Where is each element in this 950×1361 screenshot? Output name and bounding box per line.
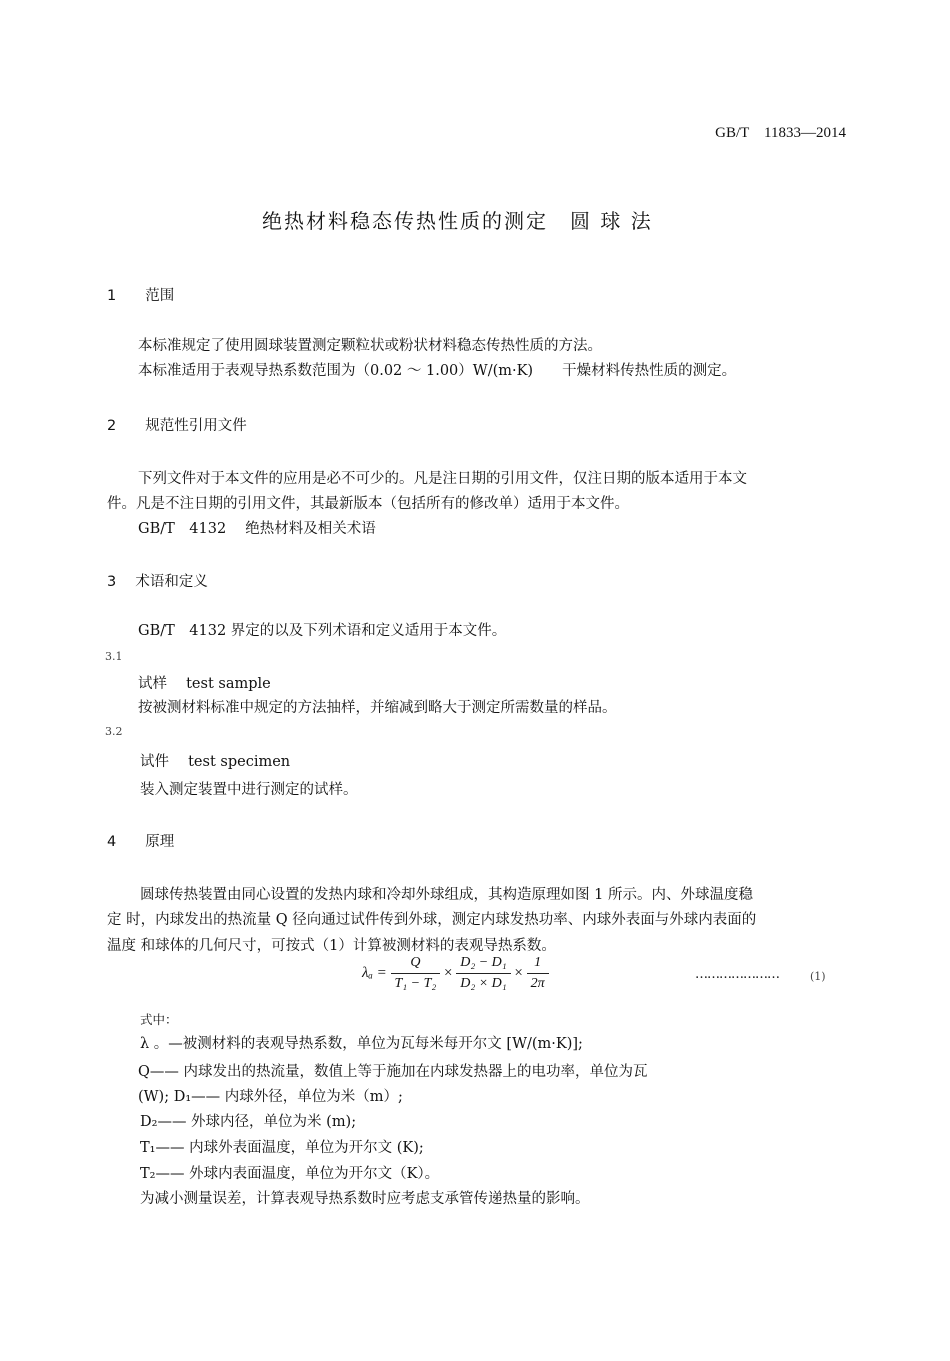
section-1-paragraph-1: 本标准规定了使用圆球装置测定颗粒状或粉状材料稳态传热性质的方法。: [138, 338, 602, 354]
section-2-paragraph-line-2: 件。凡是不注日期的引用文件，其最新版本（包括所有的修改单）适用于本文件。: [107, 496, 629, 512]
formula-times-2: ×: [514, 965, 523, 981]
section-2-heading: 2 规范性引用文件: [107, 418, 247, 434]
formula-fraction-1-denominator: T₁ − T₂: [394, 976, 437, 991]
formula-fraction-1: [391, 955, 441, 992]
formula-number: (1): [810, 970, 826, 983]
variable-d2: D₂—— 外球内径，单位为米 (m);: [140, 1114, 357, 1130]
section-2-paragraph-line-1: 下列文件对于本文件的应用是必不可少的。凡是注日期的引用文件，仅注日期的版本适用于本文: [138, 471, 747, 487]
section-1-paragraph-2: 本标准适用于表观导热系数范围为（0.02 ～ 1.00）W/(m·K) 干燥材料传热性质的测定。: [138, 363, 737, 379]
measurement-note: 为减小测量误差，计算表观导热系数时应考虑支承管传递热量的影响。: [140, 1191, 590, 1207]
formula-lhs: λₐ =: [362, 965, 387, 981]
term-1-number: 3.1: [105, 650, 123, 663]
formula-fraction-2-denominator: D₂ × D₁: [460, 976, 507, 991]
variable-t1: T₁—— 内球外表面温度，单位为开尔文 (K);: [140, 1140, 424, 1156]
normative-reference: GB/T 4132 绝热材料及相关术语: [138, 521, 376, 537]
standard-code: GB/T 11833—2014: [715, 125, 846, 141]
variable-q-line-1: Q—— 内球发出的热流量，数值上等于施加在内球发热器上的电功率，单位为瓦: [138, 1064, 648, 1080]
term-1-name: 试样 test sample: [138, 676, 271, 692]
section-3-heading: 3 术语和定义: [107, 574, 208, 590]
document-title: 绝热材料稳态传热性质的测定 圆 球 法: [262, 209, 653, 233]
section-4-heading: 4 原理: [107, 834, 175, 850]
formula-dots: …………………: [695, 967, 779, 982]
term-2-definition: 装入测定装置中进行测定的试样。: [140, 782, 358, 798]
formula-fraction-1-numerator: Q: [391, 955, 441, 974]
section-4-paragraph-line-3: 温度 和球体的几何尺寸，可按式（1）计算被测材料的表观导热系数。: [107, 938, 556, 954]
where-label: 式中：: [140, 1012, 178, 1027]
section-3-intro: GB/T 4132 界定的以及下列术语和定义适用于本文件。: [138, 623, 507, 639]
formula-1: [362, 955, 549, 992]
section-4-paragraph-line-2: 定 时，内球发出的热流量 Q 径向通过试件传到外球，测定内球发热功率、内球外表面与外球内表面的: [107, 912, 757, 928]
section-1-heading: 1 范围: [107, 288, 175, 304]
formula-fraction-2: [456, 955, 510, 992]
formula-times-1: ×: [444, 965, 453, 981]
formula-fraction-3-denominator: 2π: [530, 976, 545, 991]
variable-lambda: λ 。—被测材料的表观导热系数，单位为瓦每米每开尔文 [W/(m·K)];: [140, 1036, 583, 1052]
term-2-number: 3.2: [105, 725, 123, 738]
formula-fraction-3-numerator: 1: [527, 955, 549, 974]
term-2-name: 试件 test specimen: [140, 754, 291, 770]
formula-fraction-3: [527, 955, 549, 992]
term-1-definition: 按被测材料标准中规定的方法抽样，并缩减到略大于测定所需数量的样品。: [138, 700, 617, 716]
formula-fraction-2-numerator: D₂ − D₁: [456, 955, 510, 974]
variable-q-line-2: (W); D₁—— 内球外径，单位为米（m）;: [138, 1089, 403, 1105]
section-4-paragraph-line-1: 圆球传热装置由同心设置的发热内球和冷却外球组成，其构造原理如图 1 所示。内、外球温度稳: [140, 887, 753, 903]
variable-t2: T₂—— 外球内表面温度，单位为开尔文（K）。: [140, 1166, 440, 1182]
